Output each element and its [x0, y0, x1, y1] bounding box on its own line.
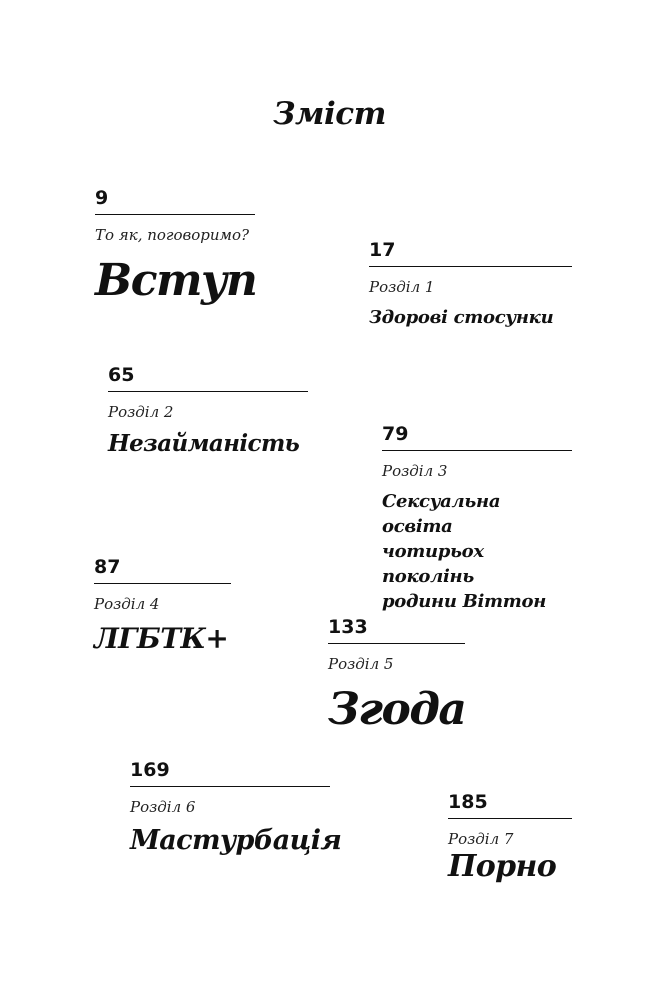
- divider-line: [328, 643, 465, 644]
- section-title: Вступ: [95, 255, 257, 306]
- section-title-line: Сексуальна освіта: [382, 491, 501, 537]
- divider-line: [130, 786, 330, 787]
- toc-entry-chapter-1[interactable]: [369, 238, 572, 330]
- section-title: [382, 489, 572, 614]
- page-title: Зміст: [273, 96, 386, 132]
- section-title: Порно: [448, 849, 557, 884]
- section-label: Розділ 7: [448, 830, 514, 848]
- toc-entry-chapter-5[interactable]: [328, 615, 465, 735]
- section-title-line: чотирьох поколінь: [382, 541, 484, 587]
- section-title: Незайманість: [108, 430, 300, 457]
- divider-line: [448, 818, 572, 819]
- section-title: Мастурбація: [130, 825, 342, 856]
- page-number: 133: [328, 616, 368, 638]
- section-label: Розділ 4: [94, 595, 160, 613]
- page-number: 185: [448, 791, 488, 813]
- section-title: ЛГБТК+: [94, 622, 229, 655]
- toc-entry-intro[interactable]: [95, 186, 255, 306]
- section-label: Розділ 6: [130, 798, 196, 816]
- toc-entry-chapter-7[interactable]: [448, 790, 572, 884]
- section-label: Розділ 5: [328, 655, 394, 673]
- divider-line: [94, 583, 231, 584]
- section-label: Розділ 1: [369, 278, 435, 296]
- page-number: 17: [369, 239, 396, 261]
- section-label: Розділ 3: [382, 462, 448, 480]
- section-label: То як, поговоримо?: [95, 226, 250, 244]
- section-title: Здорові стосунки: [369, 307, 554, 328]
- toc-entry-chapter-6[interactable]: [130, 758, 342, 857]
- toc-entry-chapter-2[interactable]: [108, 363, 308, 458]
- page-number: 87: [94, 556, 121, 578]
- page-number: 79: [382, 423, 409, 445]
- section-title: Згода: [328, 684, 466, 735]
- divider-line: [382, 450, 572, 451]
- section-title-line: родини Віттон: [382, 591, 547, 612]
- divider-line: [95, 214, 255, 215]
- page-number: 9: [95, 187, 109, 209]
- page-number: 65: [108, 364, 135, 386]
- divider-line: [108, 391, 308, 392]
- page-number: 169: [130, 759, 170, 781]
- divider-line: [369, 266, 572, 267]
- toc-entry-chapter-3[interactable]: [382, 422, 572, 614]
- toc-entry-chapter-4[interactable]: [94, 555, 231, 656]
- section-label: Розділ 2: [108, 403, 174, 421]
